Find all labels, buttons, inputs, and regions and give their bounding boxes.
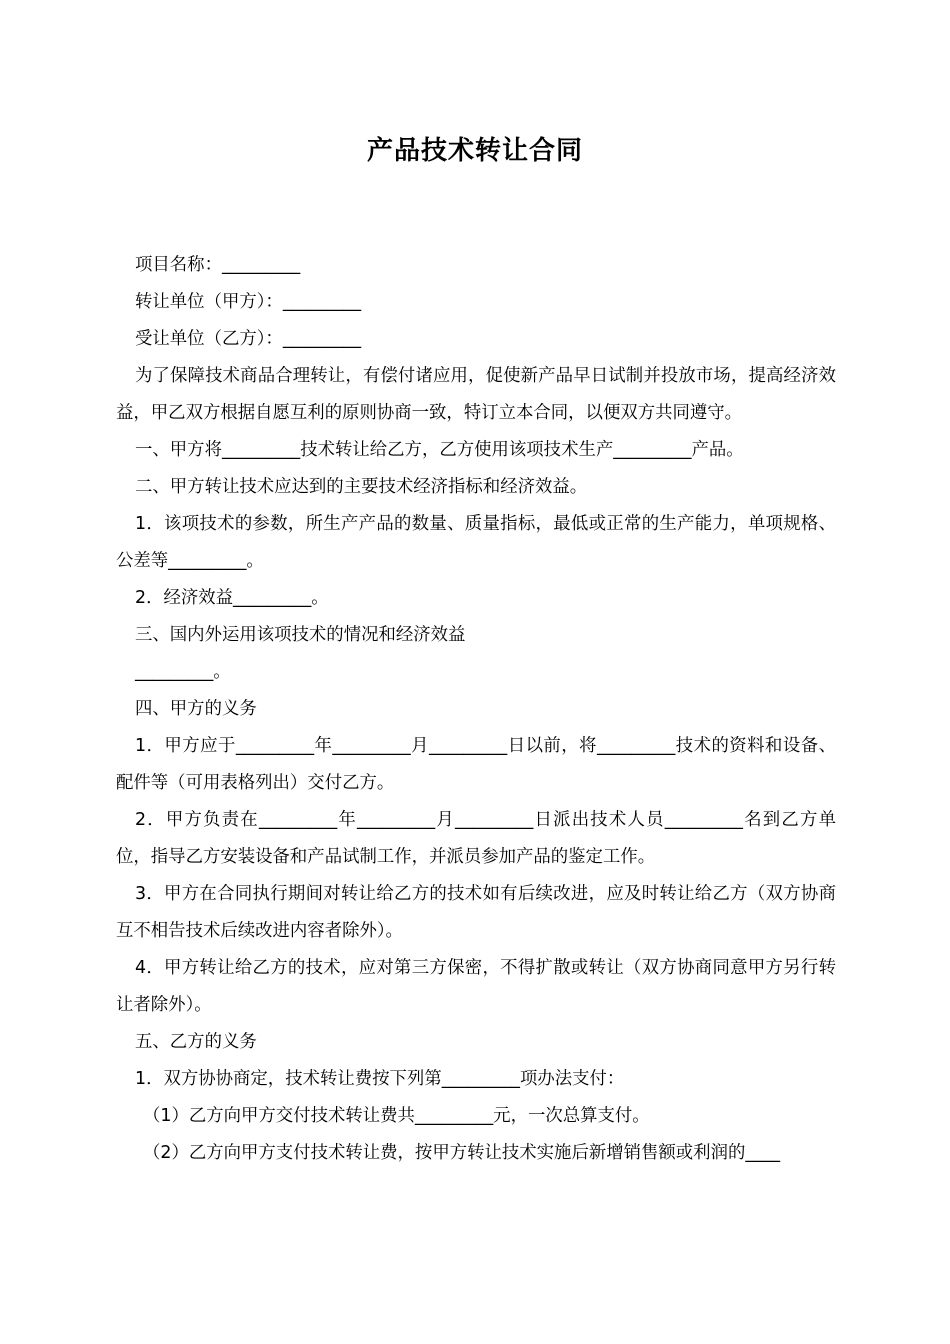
clause-4-item-3: 3．甲方在合同执行期间对转让给乙方的技术如有后续改进，应及时转让给乙方（双方协商互不相告技术后续改进内容者除外）。 xyxy=(116,884,836,941)
clause-2-item-2: 2．经济效益_________。 xyxy=(135,588,329,608)
document-body xyxy=(116,247,836,1172)
transferor-line: 转让单位（甲方）：_________ xyxy=(135,292,362,312)
clause-5-heading: 五、乙方的义务 xyxy=(135,1032,257,1052)
clause-4-item-1: 1．甲方应于_________年_________月_________日以前，将_________技术的资料和设备、配件等（可用表格列出）交付乙方。 xyxy=(116,736,836,793)
preamble-paragraph: 为了保障技术商品合理转让，有偿付诸应用，促使新产品早日试制并投放市场，提高经济效益，甲乙双方根据自愿互利的原则协商一致，特订立本合同，以便双方共同遵守。 xyxy=(116,366,836,423)
clause-2-item-1: 1．该项技术的参数，所生产产品的数量、质量指标，最低或正常的生产能力，单项规格、公差等_________。 xyxy=(116,514,836,571)
clause-1: 一、甲方将_________技术转让给乙方，乙方使用该项技术生产_________产品。 xyxy=(135,440,744,460)
clause-5-option-2: （2）乙方向甲方支付技术转让费，按甲方转让技术实施后新增销售额或利润的____ xyxy=(143,1143,781,1163)
clause-3-heading: 三、国内外运用该项技术的情况和经济效益 xyxy=(135,625,466,645)
clause-4-item-4: 4．甲方转让给乙方的技术，应对第三方保密，不得扩散或转让（双方协商同意甲方另行转让者除外）。 xyxy=(116,958,836,1015)
clause-5-item-1: 1．双方协协商定，技术转让费按下列第_________项办法支付： xyxy=(135,1069,625,1089)
transferee-line: 受让单位（乙方）：_________ xyxy=(135,329,362,349)
clause-5-option-1: （1）乙方向甲方交付技术转让费共_________元，一次总算支付。 xyxy=(143,1106,650,1126)
clause-4-item-2: 2．甲方负责在_________年_________月_________日派出技术人员_________名到乙方单位，指导乙方安装设备和产品试制工作，并派员参加产品的鉴定工作。 xyxy=(116,810,836,867)
clause-4-heading: 四、甲方的义务 xyxy=(135,699,257,719)
project-name-line: 项目名称：_________ xyxy=(135,255,301,275)
document-title: 产品技术转让合同 xyxy=(366,136,583,166)
clause-2-heading: 二、甲方转让技术应达到的主要技术经济指标和经济效益。 xyxy=(135,477,588,497)
clause-3-blank: _________。 xyxy=(135,662,231,682)
